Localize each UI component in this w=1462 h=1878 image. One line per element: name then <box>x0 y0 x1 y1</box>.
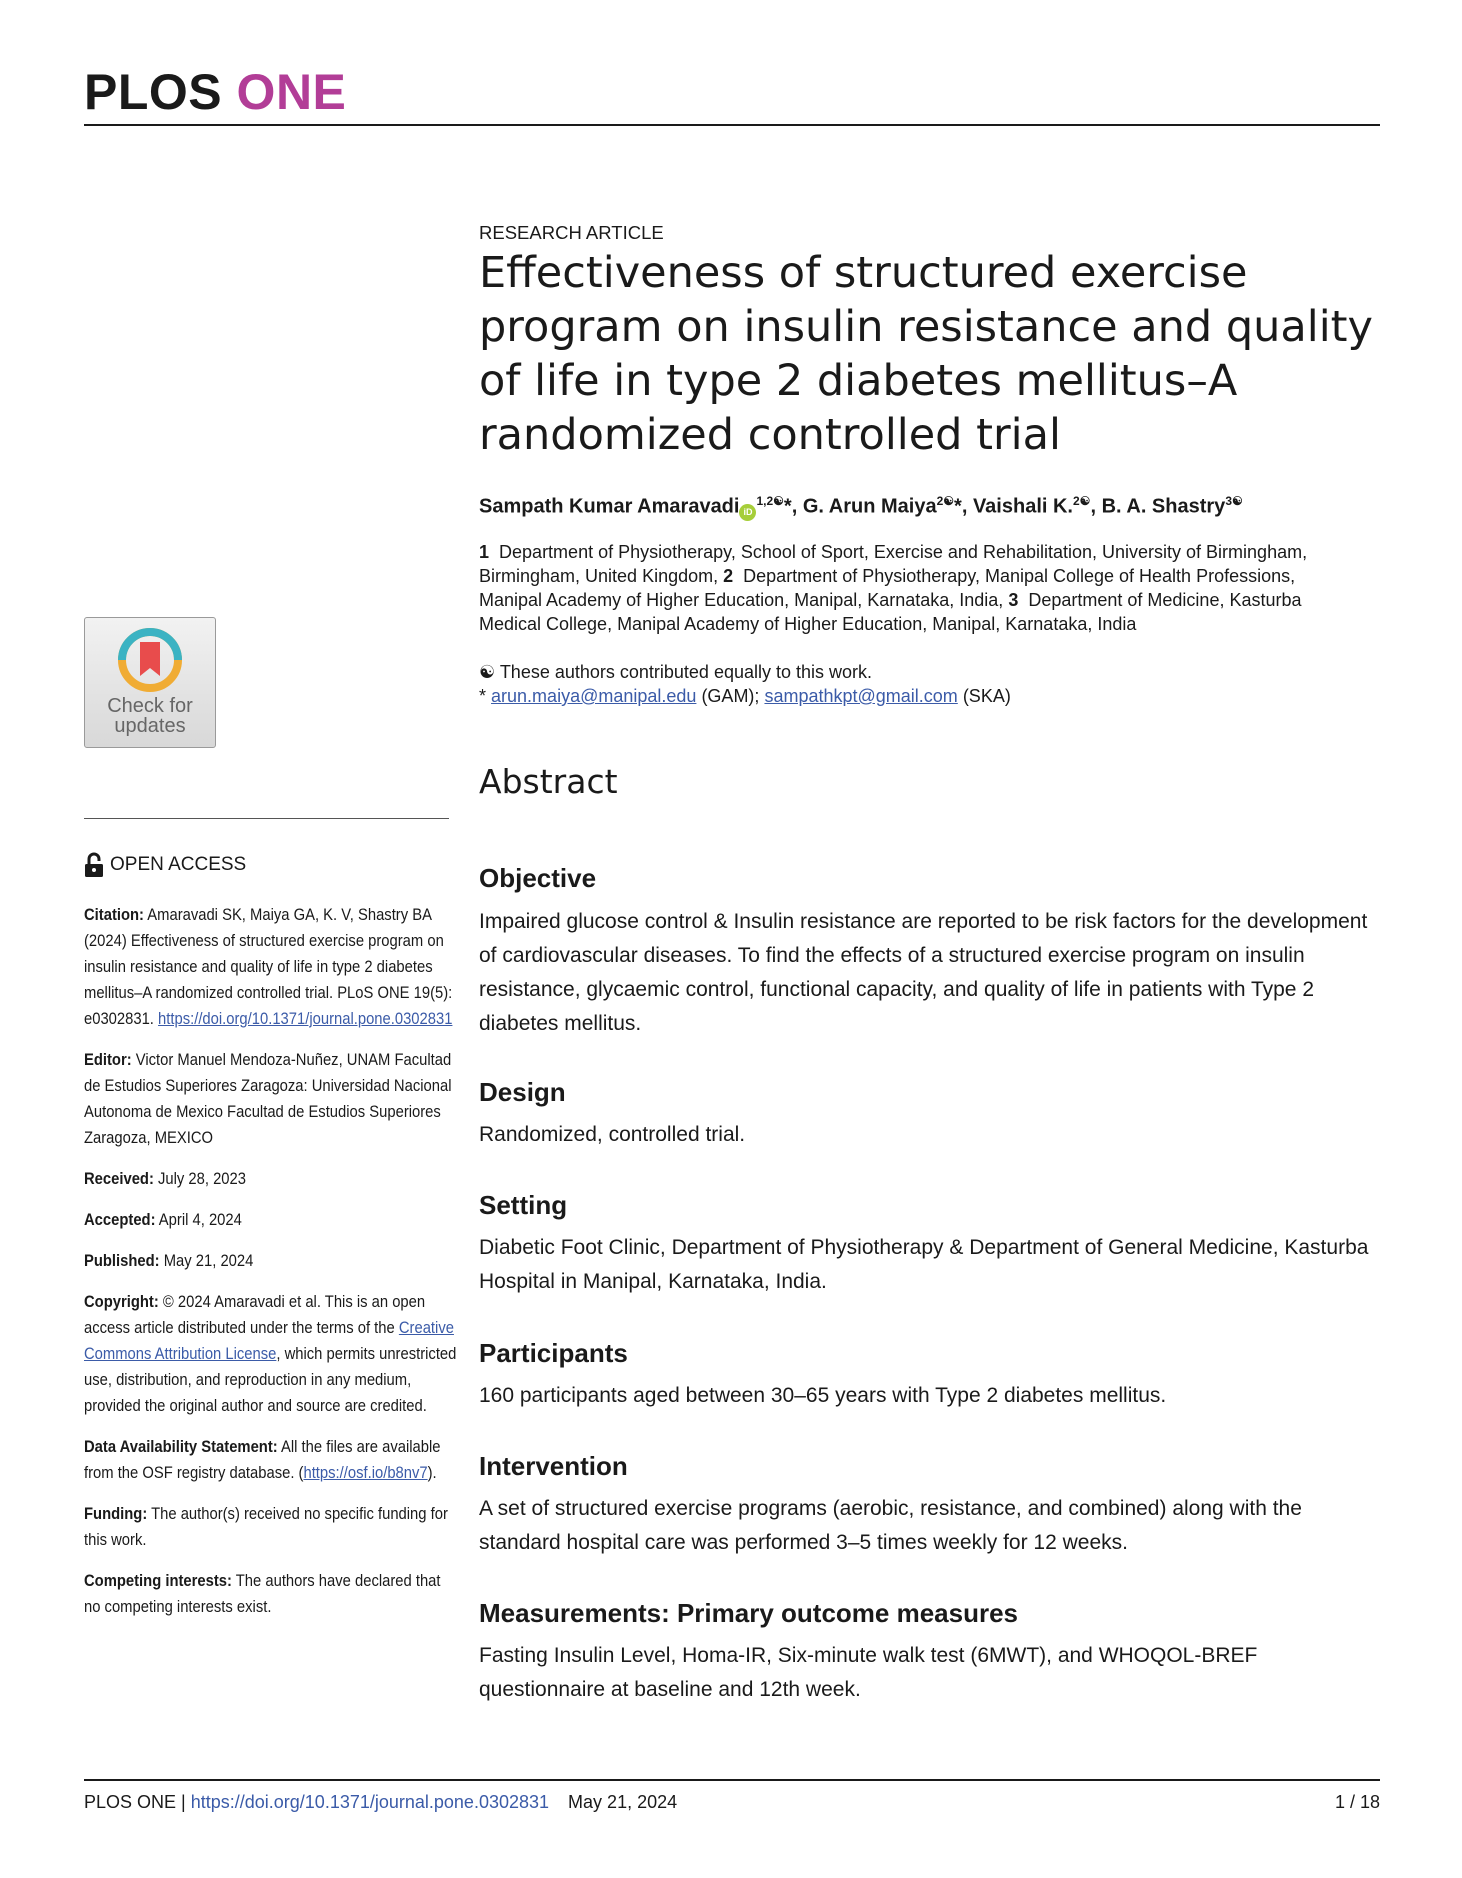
received-date: Received: July 28, 2023 <box>84 1169 246 1188</box>
footer-date: May 21, 2024 <box>568 1792 678 1812</box>
competing-interests: Competing interests: The authors have declared that no competing interests exist. <box>84 1571 441 1616</box>
section-text: Randomized, controlled trial. <box>479 1123 746 1146</box>
author-affil: 2☯ <box>936 494 955 508</box>
author-name[interactable]: Vaishali K. <box>972 495 1073 518</box>
author-list: Sampath Kumar Amaravadi $iD^{1,2☯}*$, G. Arun Maiya$^{2☯}$*, Vaishali K.$^{2☯}$, B. A. Shastry$^{3☯}$ <box>479 494 1379 521</box>
affil-number: 1 <box>479 542 490 562</box>
license-link[interactable]: Creative Commons Attribution License <box>84 1318 454 1363</box>
orcid-icon[interactable]: iD <box>739 504 756 521</box>
section-text: Diabetic Foot Clinic, Department of Physiotherapy & Department of General Medicine, Kasturba Hospital in Manipal, Karnataka, India. <box>479 1236 1369 1293</box>
accepted-date: Accepted: April 4, 2024 <box>84 1210 242 1229</box>
section-heading: Setting <box>479 1190 568 1220</box>
author-notes <box>479 660 1359 708</box>
page-number: 1 / 18 <box>1334 1792 1380 1812</box>
article-title: Effectiveness of structured exercise program on insulin resistance and quality of life in type 2 diabetes mellitus–A randomized controlled trial <box>479 248 1373 460</box>
citation: Citation: Amaravadi SK, Maiya GA, K. V, Shastry BA (2024) Effectiveness of structured exercise program on insulin resistance and quality of life in type 2 diabetes mellitus–A randomized controlled trial. PLoS ONE 19(5): e0302831. https://doi.org/10.1371/journal.pone.0302831 <box>84 905 453 1028</box>
section-heading: Measurements: Primary outcome measures <box>479 1598 1019 1628</box>
article-metadata <box>84 902 457 1635</box>
affil-text: Department of Physiotherapy, Manipal College of Health Professions, Manipal Academy of Higher Education, Manipal, Karnataka, India, <box>479 566 1296 610</box>
email-link[interactable]: sampathkpt@gmail.com <box>764 686 958 706</box>
bookmark-icon <box>116 626 184 694</box>
section-text: A set of structured exercise programs (aerobic, resistance, and combined) along with the standard hospital care was performed 3–5 times weekly for 12 weeks. <box>479 1497 1302 1554</box>
footer-journal: PLOS ONE | <box>84 1792 186 1812</box>
corresponding-mark: * <box>783 495 792 518</box>
logo-one: ONE <box>236 64 347 120</box>
author-name[interactable]: Sampath Kumar Amaravadi <box>479 495 740 518</box>
corresponding-mark: * <box>954 495 962 518</box>
affil-text: Department of Physiotherapy, School of Sport, Exercise and Rehabilitation, University of Birmingham, Birmingham, United Kingdom, <box>479 542 1308 586</box>
affil-number: 2 <box>723 566 734 586</box>
section-heading: Objective <box>479 863 597 893</box>
author-name[interactable]: G. Arun Maiya <box>802 495 937 518</box>
published-date: Published: May 21, 2024 <box>84 1251 254 1270</box>
editor: Editor: Victor Manuel Mendoza-Nuñez, UNAM Facultad de Estudios Superiores Zaragoza: Universidad Nacional Autonoma de Mexico Facultad de Estudios Superiores Zaragoza, MEXICO <box>84 1050 452 1147</box>
funding: Funding: The author(s) received no specific funding for this work. <box>84 1504 448 1549</box>
author-name[interactable]: B. A. Shastry <box>1101 495 1226 518</box>
open-lock-icon <box>84 852 104 878</box>
footer-doi-link[interactable]: https://doi.org/10.1371/journal.pone.0302831 <box>190 1792 550 1812</box>
badge-label: Check for updates <box>107 695 193 737</box>
author-affil: 3☯ <box>1225 494 1243 508</box>
header-divider <box>84 124 1380 126</box>
sidebar-divider <box>84 818 449 819</box>
affil-number: 3 <box>1008 590 1019 610</box>
section-text: Impaired glucose control & Insulin resistance are reported to be risk factors for the development of cardiovascular diseases. To find the effects of a structured exercise program on insulin resistance, glycaemic control, functional capacity, and quality of life in patients with Type 2 diabetes mellitus. <box>479 910 1368 1035</box>
open-access-label: OPEN ACCESS <box>84 852 246 878</box>
doi-link[interactable]: https://doi.org/10.1371/journal.pone.0302831 <box>158 1009 453 1028</box>
logo-plos: PLOS <box>84 64 223 120</box>
equal-contribution-note: ☯ These authors contributed equally to this work. <box>479 662 873 682</box>
section-heading: Design <box>479 1077 566 1107</box>
email-link[interactable]: arun.maiya@manipal.edu <box>491 686 697 706</box>
section-heading: Participants <box>479 1338 628 1368</box>
journal-logo <box>84 64 346 120</box>
check-for-updates-badge[interactable] <box>84 617 216 748</box>
section-heading: Intervention <box>479 1451 628 1481</box>
author-affil: 1,2☯ <box>756 494 784 508</box>
section-text: Fasting Insulin Level, Homa-IR, Six-minute walk test (6MWT), and WHOQOL-BREF questionnaire at baseline and 12th week. <box>479 1644 1258 1701</box>
footer-divider <box>84 1779 1380 1781</box>
copyright: Copyright: © 2024 Amaravadi et al. This is an open access article distributed under the terms of the Creative Commons Attribution License, which permits unrestricted use, distribution, and reproduction in any medium, provided the original author and source are credited. <box>84 1292 457 1415</box>
data-availability: Data Availability Statement: All the files are available from the OSF registry database. (https://osf.io/b8nv7). <box>84 1437 441 1482</box>
article-type: RESEARCH ARTICLE <box>479 222 664 243</box>
page-footer <box>84 1792 1380 1813</box>
section-text: 160 participants aged between 30–65 years with Type 2 diabetes mellitus. <box>479 1384 1167 1407</box>
abstract-heading: Abstract <box>479 762 618 801</box>
correspondence-note: * arun.maiya@manipal.edu (GAM); sampathkpt@gmail.com (SKA) <box>479 686 1011 706</box>
osf-link[interactable]: https://osf.io/b8nv7 <box>303 1463 428 1482</box>
affil-text: Department of Medicine, Kasturba Medical College, Manipal Academy of Higher Education, Manipal, Karnataka, India <box>479 590 1302 634</box>
affiliations <box>479 540 1359 636</box>
author-affil: 2☯ <box>1073 494 1091 508</box>
